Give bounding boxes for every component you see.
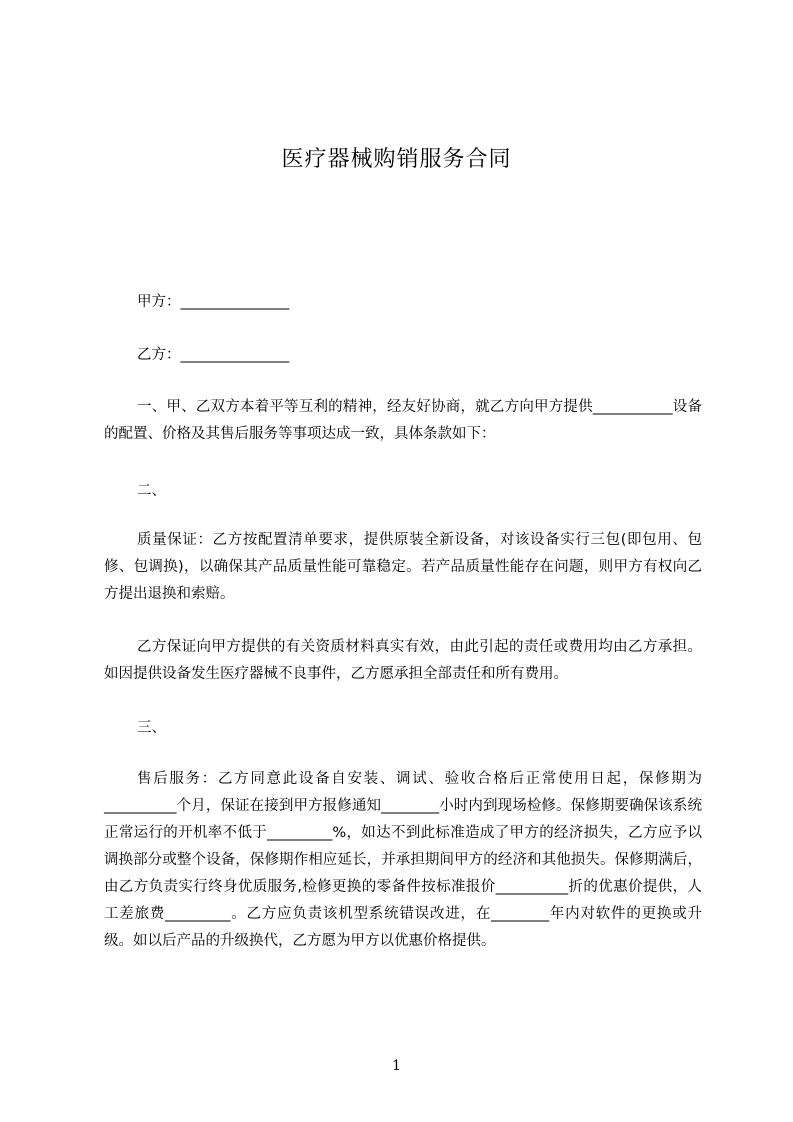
clause-2-heading: 二、	[137, 483, 166, 499]
clause-1-paragraph: 一、甲、乙双方本着平等互利的精神，经友好协商，就乙方向甲方提供___________设备的配置、价格及其售后服务等事项达成一致，具体条款如下：	[104, 399, 702, 442]
party-a-line: 甲方：_______________	[137, 294, 290, 310]
clause-3-heading: 三、	[137, 720, 166, 736]
page-number: 1	[392, 1058, 401, 1074]
clause-3-service-paragraph: 售后服务：乙方同意此设备自安装、调试、验收合格后正常使用日起，保修期为__________个月，保证在接到甲方报修通知________小时内到现场检修。保修期要确保该系统正常运行的开机率不低于_________%，如达不到此标准造成了甲方的经济损失，乙方应予以调换部分或整个设备，保修期作相应延长，并承担期间甲方的经济和其他损失。保修期满后，由乙方负责实行终身优质服务,检修更换的零备件按标准报价__________折的优惠价提供，人工差旅费_________。乙方应负责该机型系统错误改进，在________年内对软件的更换或升级。如以后产品的升级换代，乙方愿为甲方以优惠价格提供。	[104, 771, 702, 949]
party-b-line: 乙方：_______________	[137, 347, 290, 363]
clause-2-materials-paragraph: 乙方保证向甲方提供的有关资质材料真实有效，由此引起的责任或费用均由乙方承担。如因提供设备发生医疗器械不良事件，乙方愿承担全部责任和所有费用。	[104, 639, 702, 682]
document-title: 医疗器械购销服务合同	[281, 147, 512, 172]
clause-2-quality-paragraph: 质量保证：乙方按配置清单要求，提供原装全新设备，对该设备实行三包(即包用、包修、包调换)，以确保其产品质量性能可靠稳定。若产品质量性能存在问题，则甲方有权向乙方提出退换和索赔。	[104, 532, 702, 602]
